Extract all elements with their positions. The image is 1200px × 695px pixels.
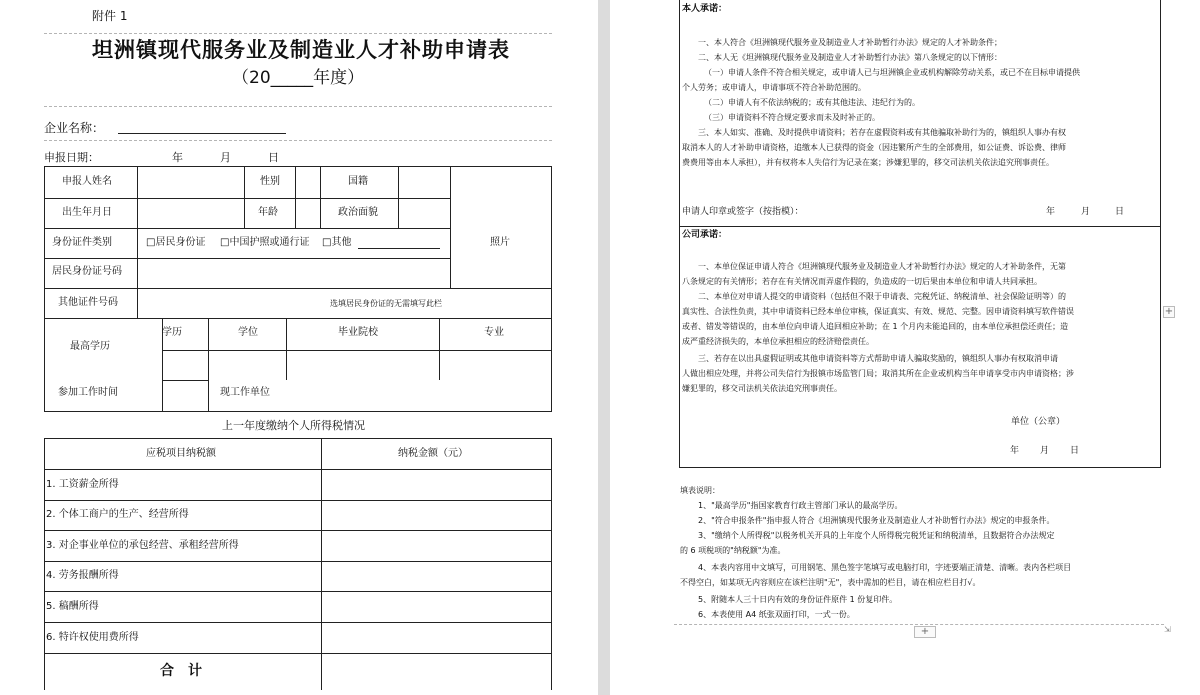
resize-handle-icon[interactable]: ⇲: [1164, 625, 1171, 634]
date-day: 日: [268, 151, 279, 164]
note-line: 不得空白，如某项无内容则应在该栏注明"无"，表中需加的栏目，请在相应栏目打√。: [680, 578, 981, 587]
applicant-sign-label: 申请人印章或签字（按指模）：: [682, 207, 804, 217]
personal-pledge-line: 取消本人的人才补助申请资格，追缴本人已获得的资金（因违繁所产生的全部费用，如公证费、诉讼费、律师: [682, 143, 1066, 152]
note-line: 6、本表使用 A4 纸张双面打印，一式一份。: [698, 610, 855, 619]
seal-year: 年: [1010, 446, 1020, 456]
page-gap: [598, 0, 610, 695]
tax-item-row: 6. 特许权使用费所得: [46, 632, 139, 643]
date-year: 年: [172, 151, 183, 164]
unit-seal-label: 单位（公章）: [1011, 417, 1066, 427]
note-line: 的 6 项税项的"纳税额"为准。: [680, 546, 786, 555]
apply-date-label: 申报日期：: [44, 151, 99, 164]
tax-amount-header: 纳税金额（元）: [398, 448, 468, 459]
personal-pledge-line: （三）申请资料不符合规定要求而未及时补正的。: [704, 113, 880, 122]
id-type-label: 身份证件类别: [52, 237, 112, 248]
note-line: 2、"符合申报条件"指申报人符合《坦洲镇现代服务业及制造业人才补助暂行办法》规定的申报条件。: [698, 516, 1055, 525]
id-other-field[interactable]: [358, 248, 440, 249]
current-employer-label: 现工作单位: [220, 387, 270, 398]
political-status-label: 政治面貌: [338, 207, 378, 218]
form-subtitle: （20_____年度）: [232, 68, 365, 88]
company-pledge-line: 成严重经济损失的，本单位承担相应的经济赔偿责任。: [682, 337, 874, 346]
tax-item-row: 3. 对企事业单位的承包经营、承租经营所得: [46, 540, 239, 551]
personal-pledge-line: （一）申请人条件不符合相关规定，或申请人已与坦洲镇企业或机构解除劳动关系，或已不在目标申请提供: [704, 68, 1080, 77]
personal-pledge-line: 费费用等由本人承担），并有权将本人失信行为记录在案；涉嫌犯罪的，移交司法机关依法追究刑事责任。: [682, 158, 1054, 167]
company-pledge-line: 或者、错发等错误的，由本单位向申请人追回相应补助；在 1 个月内未能追回的，由本单位承担偿还责任；造: [682, 322, 1069, 331]
date-month: 月: [220, 151, 231, 164]
tax-item-row: 1. 工资薪金所得: [46, 479, 119, 490]
form-page-2: [610, 0, 1200, 695]
personal-pledge-line: 三、本人如实、准确、及时提供申请资料；若存在虚假资料或有其他骗取补助行为的，镇组织人事办有权: [698, 128, 1066, 137]
add-row-button[interactable]: +: [914, 626, 936, 638]
nationality-label: 国籍: [348, 176, 368, 187]
personal-pledge-line: 个人劳务；或申请人，申请事项不符合补助范围的。: [682, 83, 866, 92]
seal-month: 月: [1040, 446, 1050, 456]
sign-day: 日: [1115, 207, 1125, 217]
company-pledge-line: 真实性、合法性负责，其中申请资料已经本单位审核，保证真实、有效、规范、完整。因申请资料填写软件错误: [682, 307, 1074, 316]
degree-record-label: 学历: [162, 327, 182, 338]
age-label: 年龄: [258, 207, 278, 218]
tax-item-row: 4. 劳务报酬所得: [46, 570, 119, 581]
tax-item-header: 应税项目纳税额: [146, 448, 216, 459]
applicant-name-label: 申报人姓名: [62, 176, 112, 187]
birth-date-label: 出生年月日: [62, 207, 112, 218]
sign-year: 年: [1046, 207, 1056, 217]
work-start-label: 参加工作时间: [58, 387, 118, 398]
seal-day: 日: [1070, 446, 1080, 456]
note-line: 1、"最高学历"指国家教育行政主管部门承认的最高学历。: [698, 501, 903, 510]
tax-item-row: 2. 个体工商户的生产、经营所得: [46, 509, 189, 520]
gender-label: 性别: [260, 176, 280, 187]
attachment-label: 附件 1: [92, 9, 128, 23]
personal-pledge-line: 二、本人无《坦洲镇现代服务业及制造业人才补助暂行办法》第八条规定的以下情形：: [698, 53, 1002, 62]
other-id-label: 其他证件号码: [58, 297, 118, 308]
note-line: 5、附随本人三十日内有效的身份证件原件 1 份复印件。: [698, 595, 898, 604]
notes-title: 填表说明：: [680, 486, 720, 495]
company-name-label: 企业名称：: [44, 121, 105, 135]
company-pledge-line: 三、若存在以出具虚假证明或其他申请资料等方式帮助申请人骗取奖励的，镇组织人事办有权取消申请: [698, 354, 1058, 363]
form-page-1: [0, 0, 598, 695]
education-label: 最高学历: [70, 341, 110, 352]
personal-pledge-line: 一、本人符合《坦洲镇现代服务业及制造业人才补助暂行办法》规定的人才补助条件；: [698, 38, 1002, 47]
company-pledge-line: 人做出相应处理，并将公司失信行为报镇市场监管门局；取消其所在企业或机构当年申请享受市内申请资格；涉: [682, 369, 1074, 378]
form-title: 坦洲镇现代服务业及制造业人才补助申请表: [92, 38, 510, 62]
company-pledge-line: 一、本单位保证申请人符合《坦洲镇现代服务业及制造业人才补助暂行办法》规定的人才补助条件，无第: [698, 262, 1066, 271]
tax-item-row: 5. 稿酬所得: [46, 601, 99, 612]
company-pledge-line: 二、本单位对申请人提交的申请资料（包括但不限于申请表、完税凭证、纳税清单、社会保险证明等）的: [698, 292, 1066, 301]
tax-total-label: 合 计: [160, 663, 202, 679]
note-line: 3、"缴纳个人所得税"以税务机关开具的上年度个人所得税完税凭证和纳税清单，且数据符合办法规定: [698, 531, 1055, 540]
id-option-passport[interactable]: □中国护照或通行证: [220, 237, 310, 248]
resident-id-label: 居民身份证号码: [52, 266, 122, 277]
company-pledge-title: 公司承诺：: [682, 230, 728, 240]
id-option-resident[interactable]: □居民身份证: [146, 237, 206, 248]
tax-section-title: 上一年度缴纳个人所得税情况: [222, 419, 365, 432]
major-label: 专业: [484, 327, 504, 338]
company-pledge-line: 嫌犯罪的，移交司法机关依法追究刑事责任。: [682, 384, 842, 393]
other-id-hint: 选填居民身份证的无需填写此栏: [330, 299, 442, 308]
company-name-field[interactable]: [118, 133, 286, 134]
school-label: 毕业院校: [338, 327, 378, 338]
personal-pledge-title: 本人承诺：: [682, 4, 728, 14]
photo-label: 照片: [490, 237, 510, 248]
company-pledge-line: 八条规定的有关情形；若存在有关情况而弄虚作假的，负造成的一切后果由本单位和申请人共同承担。: [682, 277, 1042, 286]
add-column-button[interactable]: +: [1164, 306, 1174, 317]
note-line: 4、本表内容用中文填写，可用钢笔、黑色签字笔填写或电脑打印，字迹要端正清楚、清晰。表内各栏项目: [698, 563, 1072, 572]
degree-label: 学位: [238, 327, 258, 338]
sign-month: 月: [1081, 207, 1091, 217]
personal-pledge-line: （二）申请人有不依法纳税的；或有其他违法、违纪行为的。: [704, 98, 920, 107]
id-option-other[interactable]: □其他: [322, 237, 352, 248]
